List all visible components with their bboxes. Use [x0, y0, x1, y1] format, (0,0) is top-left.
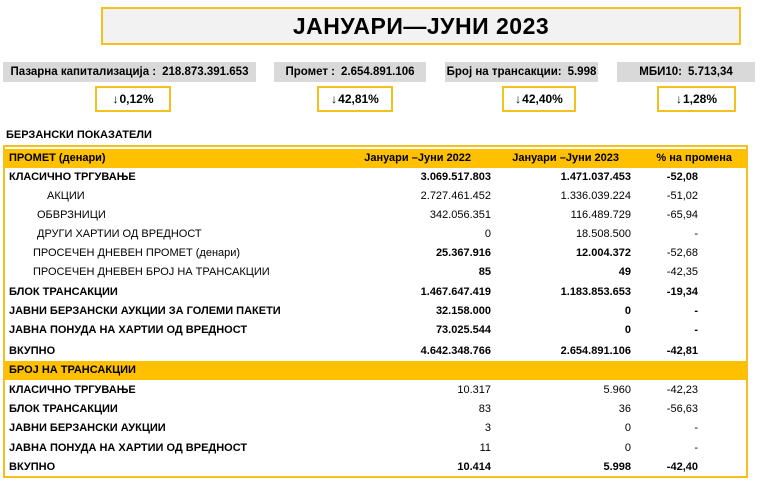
section-label: БЕРЗАНСКИ ПОКАЗАТЕЛИ	[6, 129, 152, 141]
row-change: -42,23	[666, 384, 698, 396]
row-value-2022: 1.467.647.419	[420, 286, 491, 298]
row-value-2023: 49	[618, 266, 631, 278]
kpi-transactions	[445, 62, 598, 82]
table-row	[5, 439, 746, 458]
header-label: ПРОМЕТ (денари)	[9, 152, 106, 164]
table-row	[5, 302, 746, 321]
row-change: -42,35	[666, 266, 698, 278]
row-label: ВКУПНО	[9, 461, 56, 473]
row-change: -	[694, 442, 698, 454]
row-label: ПРОСЕЧЕН ДНЕВЕН БРОЈ НА ТРАНСАКЦИИ	[33, 266, 270, 278]
table-row	[5, 400, 746, 419]
table-row	[5, 225, 746, 244]
row-value-2023: 0	[624, 305, 631, 317]
table-row	[5, 321, 746, 340]
row-value-2022: 83	[478, 403, 491, 415]
row-value-2023: 1.336.039.224	[560, 190, 631, 202]
header-label: БРОЈ НА ТРАНСАКЦИИ	[9, 364, 136, 376]
kpi-label: Пазарна капитализација :	[10, 66, 157, 78]
kpi-label: МБИ10:	[639, 66, 682, 78]
row-change: -	[694, 305, 698, 317]
row-value-2022: 11	[479, 442, 491, 454]
table-row-total	[5, 342, 746, 361]
row-change: -19,34	[666, 286, 698, 298]
row-change: -	[694, 422, 698, 434]
header-col-2022: Јануари –Јуни 2022	[364, 152, 471, 164]
table-row	[5, 419, 746, 438]
change-value: 42,40%	[522, 92, 563, 106]
row-value-2022: 25.367.916	[435, 247, 491, 259]
table-row	[5, 263, 746, 282]
row-change: -42,81	[666, 345, 698, 357]
row-value-2023: 0	[624, 324, 631, 336]
row-label: ЈАВНИ БЕРЗАНСКИ АУКЦИИ ЗА ГОЛЕМИ ПАКЕТИ	[9, 305, 281, 317]
row-change: -52,68	[666, 247, 698, 259]
row-label: КЛАСИЧНО ТРГУВАЊЕ	[9, 384, 136, 396]
row-value-2023: 2.654.891.106	[560, 345, 631, 357]
row-change: -	[694, 228, 698, 240]
kpi-turnover	[274, 62, 426, 82]
table-row-total	[5, 458, 746, 477]
arrow-down-icon: ↓	[112, 92, 119, 106]
table-row	[5, 244, 746, 263]
row-label: ДРУГИ ХАРТИИ ОД ВРЕДНОСТ	[37, 228, 202, 240]
row-value-2022: 4.642.348.766	[420, 345, 491, 357]
kpi-value: 5.998	[567, 66, 597, 78]
row-value-2023: 36	[618, 403, 631, 415]
change-market-cap	[95, 86, 171, 112]
table-row	[5, 381, 746, 400]
kpi-label: Број на трансакции:	[446, 66, 562, 78]
row-value-2022: 342.056.351	[429, 209, 491, 221]
row-label: ОБВРЗНИЦИ	[37, 209, 106, 221]
row-value-2022: 85	[478, 266, 491, 278]
kpi-market-cap	[3, 62, 256, 82]
change-value: 1,28%	[682, 92, 718, 106]
change-mbi10	[657, 86, 736, 112]
row-value-2023: 12.004.372	[575, 247, 631, 259]
row-value-2023: 18.508.500	[575, 228, 631, 240]
row-value-2023: 0	[624, 422, 631, 434]
table-row	[5, 168, 746, 187]
row-value-2022: 3	[484, 422, 491, 434]
row-value-2022: 32.158.000	[435, 305, 491, 317]
table-row	[5, 187, 746, 206]
arrow-down-icon: ↓	[675, 92, 682, 106]
page-title	[101, 7, 741, 45]
table-row	[5, 283, 746, 302]
kpi-value: 218.873.391.653	[162, 66, 249, 78]
row-value-2023: 0	[624, 442, 631, 454]
row-label: АКЦИИ	[47, 190, 85, 202]
table-header-turnover	[5, 149, 746, 168]
row-value-2023: 1.471.037.453	[560, 171, 631, 183]
row-label: ЈАВНА ПОНУДА НА ХАРТИИ ОД ВРЕДНОСТ	[9, 324, 248, 336]
row-label: БЛОК ТРАНСАКЦИИ	[9, 286, 118, 298]
row-change: -56,63	[666, 403, 698, 415]
row-value-2022: 0	[484, 228, 491, 240]
arrow-down-icon: ↓	[515, 92, 522, 106]
row-value-2022: 10.414	[457, 461, 491, 473]
header-col-2023: Јануари –Јуни 2023	[512, 152, 619, 164]
header-col-change: % на промена	[656, 152, 732, 164]
row-value-2022: 10.317	[457, 384, 491, 396]
row-label: ВКУПНО	[9, 345, 56, 357]
table-header-transactions	[5, 361, 746, 380]
row-change: -52,08	[666, 171, 698, 183]
row-value-2023: 116.489.729	[570, 209, 631, 221]
row-label: ЈАВНИ БЕРЗАНСКИ АУКЦИИ	[9, 422, 166, 434]
kpi-value: 5.713,34	[687, 66, 733, 78]
arrow-down-icon: ↓	[331, 92, 338, 106]
table-row	[5, 206, 746, 225]
kpi-label: Промет :	[285, 66, 336, 78]
row-value-2022: 73.025.544	[435, 324, 491, 336]
row-value-2022: 3.069.517.803	[420, 171, 491, 183]
row-value-2023: 1.183.853.653	[560, 286, 631, 298]
row-label: БЛОК ТРАНСАКЦИИ	[9, 403, 118, 415]
row-value-2023: 5.998	[603, 461, 631, 473]
row-change: -42,40	[666, 461, 698, 473]
page-title-text: ЈАНУАРИ—ЈУНИ 2023	[292, 12, 550, 39]
change-turnover	[317, 86, 393, 112]
row-label: КЛАСИЧНО ТРГУВАЊЕ	[9, 171, 136, 183]
row-change: -51,02	[666, 190, 698, 202]
row-label: ЈАВНА ПОНУДА НА ХАРТИИ ОД ВРЕДНОСТ	[9, 442, 248, 454]
change-value: 42,81%	[338, 92, 379, 106]
change-transactions	[502, 86, 576, 112]
indicators-table	[3, 145, 748, 478]
row-value-2023: 5.960	[603, 384, 631, 396]
kpi-mbi10	[617, 62, 755, 82]
row-change: -	[694, 324, 698, 336]
row-change: -65,94	[666, 209, 698, 221]
kpi-value: 2.654.891.106	[341, 66, 415, 78]
row-value-2022: 2.727.461.452	[420, 190, 491, 202]
row-label: ПРОСЕЧЕН ДНЕВЕН ПРОМЕТ (денари)	[33, 247, 241, 259]
change-value: 0,12%	[119, 92, 154, 106]
